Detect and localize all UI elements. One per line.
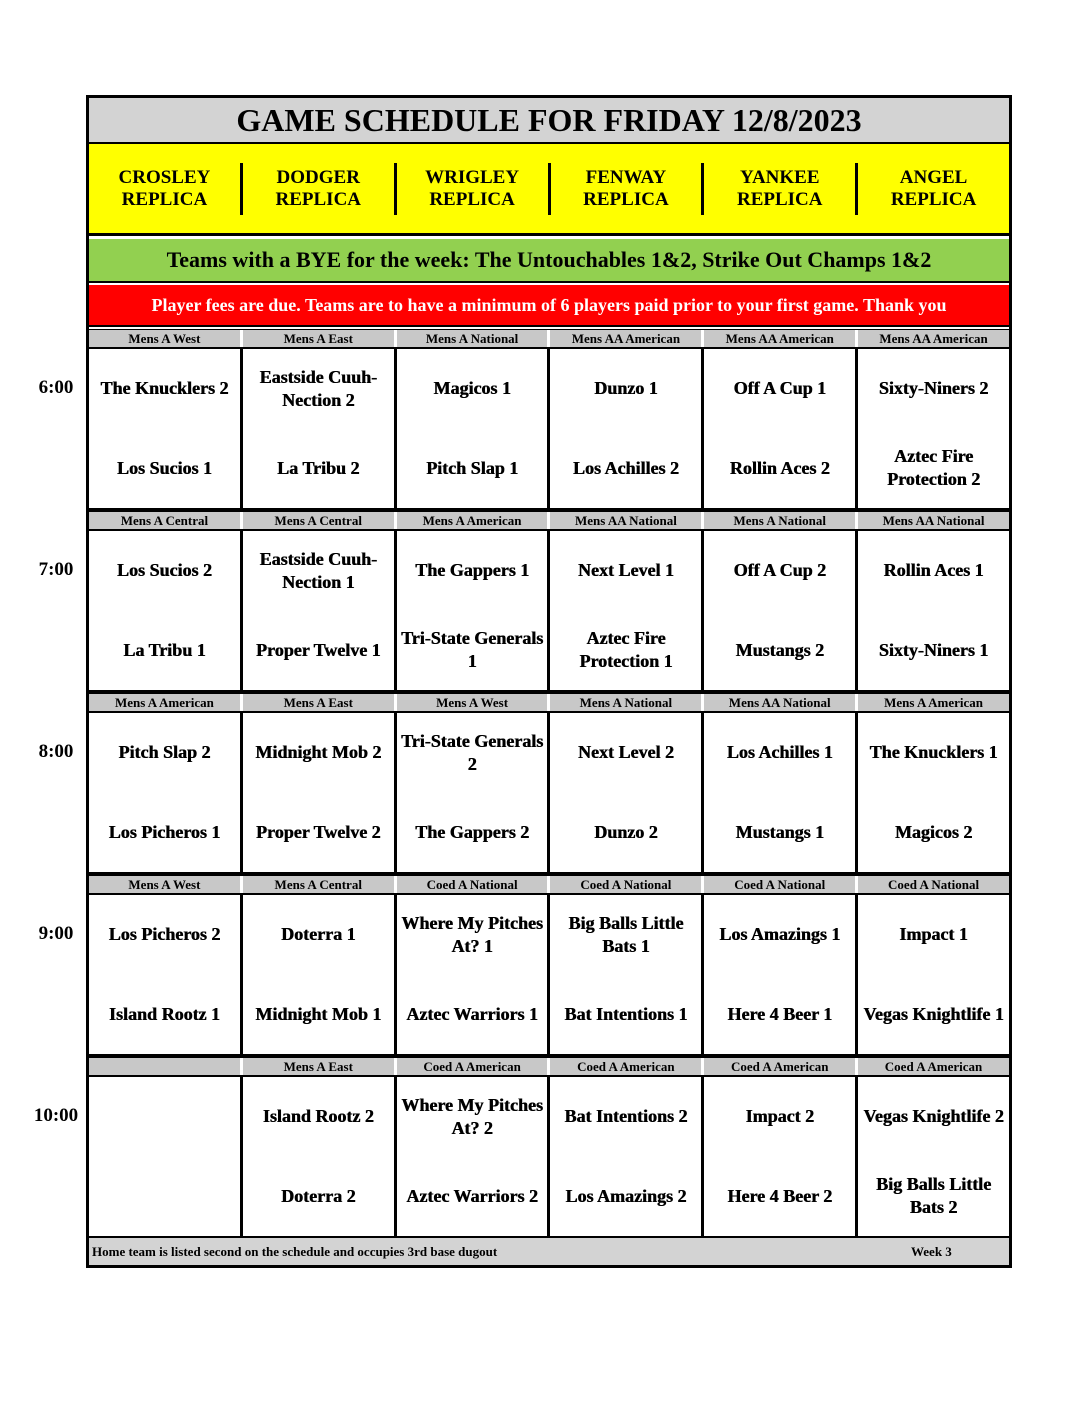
game-cell [550, 1077, 704, 1236]
field-sub: REPLICA [429, 188, 515, 210]
away-team: Big Balls Little Bats 1 [568, 912, 684, 956]
field-name: WRIGLEY [425, 166, 520, 188]
division-label: Mens A National [550, 694, 704, 711]
away-team [89, 1077, 240, 1157]
away-team: Los Picheros 2 [108, 924, 221, 945]
home-team: Aztec Fire Protection 2 [886, 446, 981, 490]
game-cell [243, 349, 397, 508]
home-team: Mustangs 1 [735, 821, 824, 842]
game-cell [243, 531, 397, 690]
time-slot [89, 875, 1009, 1057]
game-cell [89, 349, 243, 508]
field-sub: REPLICA [275, 188, 362, 210]
away-team: The Gappers 1 [415, 560, 530, 581]
home-team: Bat Intentions 1 [564, 1003, 688, 1024]
division-label: Mens A Central [243, 512, 397, 529]
division-label: Mens A American [884, 694, 984, 710]
home-team: Tri-State Generals 1 [401, 628, 544, 672]
away-team: Where My Pitches At? 1 [401, 912, 543, 956]
division-label: Mens AA National [550, 512, 704, 529]
home-team: Doterra 2 [281, 1185, 356, 1206]
game-cell [858, 895, 1009, 1054]
home-team: Here 4 Beer 1 [727, 1003, 833, 1024]
field-name: ANGEL [899, 166, 968, 188]
field-header [89, 163, 243, 215]
division-label: Mens A West [397, 694, 551, 711]
game-cell [550, 713, 704, 872]
division-label: Mens A Central [89, 512, 243, 529]
away-team: Eastside Cuuh-Nection 2 [259, 366, 378, 410]
away-team: Next Level 2 [577, 742, 674, 763]
home-team: Los Achilles 2 [572, 457, 679, 478]
away-team: Los Achilles 1 [726, 742, 833, 763]
game-row [89, 713, 1009, 875]
home-team: Vegas Knightlife 1 [863, 1003, 1004, 1024]
away-team: The Knucklers 1 [869, 742, 998, 763]
game-cell [397, 895, 551, 1054]
division-label: Mens AA American [879, 330, 988, 346]
game-cell [550, 895, 704, 1054]
time-slot [89, 329, 1009, 511]
field-header [243, 163, 397, 215]
home-team: Los Sucios 1 [116, 457, 212, 478]
time-slot [89, 693, 1009, 875]
time-label: 9:00 [38, 923, 74, 944]
home-team: Mustangs 2 [735, 639, 824, 660]
game-cell [858, 713, 1009, 872]
home-team: Los Picheros 1 [108, 821, 221, 842]
division-label: Mens A American [89, 694, 243, 711]
away-team: Midnight Mob 2 [255, 742, 382, 763]
game-cell [550, 531, 704, 690]
division-row [89, 693, 1009, 713]
away-team: Dunzo 1 [594, 378, 658, 399]
field-name: FENWAY [585, 166, 667, 188]
game-cell [704, 713, 858, 872]
game-cell [243, 713, 397, 872]
away-team: Impact 1 [899, 924, 968, 945]
away-team: Doterra 1 [281, 924, 356, 945]
away-team: Sixty-Niners 2 [878, 378, 989, 399]
away-team: Eastside Cuuh-Nection 1 [259, 548, 378, 592]
game-cell [89, 713, 243, 872]
home-team [89, 1157, 240, 1237]
home-team: Aztec Warriors 1 [406, 1003, 538, 1024]
game-cell [89, 1077, 243, 1236]
game-row [89, 531, 1009, 693]
division-label: Mens A West [89, 330, 243, 347]
field-header [858, 163, 1009, 215]
time-label: 10:00 [33, 1105, 79, 1126]
home-team: La Tribu 2 [277, 457, 360, 478]
division-label: Coed A National [550, 876, 704, 893]
field-header [397, 163, 551, 215]
division-label: Mens A National [704, 512, 858, 529]
field-sub: REPLICA [736, 188, 823, 210]
division-label: Coed A American [704, 1058, 858, 1075]
away-team: Magicos 1 [433, 378, 511, 399]
field-sub: REPLICA [121, 188, 208, 210]
game-cell [858, 1077, 1009, 1236]
game-row [89, 349, 1009, 511]
home-team: Aztec Fire Protection 1 [579, 628, 673, 672]
division-label: Mens AA American [704, 330, 858, 347]
time-slot [89, 511, 1009, 693]
schedule-sheet [86, 95, 1012, 1268]
division-row [89, 329, 1009, 349]
division-row [89, 875, 1009, 895]
away-team: Tri-State Generals 2 [401, 730, 544, 774]
away-team: Rollin Aces 1 [883, 560, 984, 581]
field-name: YANKEE [739, 166, 820, 188]
week-label: Week 3 [911, 1244, 952, 1259]
division-label: Mens A Central [243, 876, 397, 893]
game-row [89, 1077, 1009, 1239]
home-team: Dunzo 2 [594, 821, 658, 842]
time-label: 6:00 [38, 377, 74, 398]
away-team: Bat Intentions 2 [564, 1106, 688, 1127]
home-team: Pitch Slap 1 [426, 457, 519, 478]
page-title: GAME SCHEDULE FOR FRIDAY 12/8/2023 [89, 98, 1009, 144]
division-label: Mens A East [243, 330, 397, 347]
away-team: Off A Cup 2 [733, 560, 826, 581]
division-row [89, 1057, 1009, 1077]
game-cell [397, 1077, 551, 1236]
game-cell [397, 531, 551, 690]
game-cell [397, 349, 551, 508]
home-team: Big Balls Little Bats 2 [876, 1174, 992, 1218]
away-team: Where My Pitches At? 2 [401, 1094, 543, 1138]
division-label: Coed A National [704, 876, 858, 893]
footer-note: Home team is listed second on the schedule and occupies 3rd base dugout [92, 1244, 498, 1259]
field-name: CROSLEY [118, 166, 211, 188]
footer [89, 1237, 1009, 1265]
division-label: Mens A West [89, 876, 243, 893]
home-team: Magicos 2 [894, 821, 973, 842]
division-label: Coed A American [397, 1058, 551, 1075]
away-team: Los Sucios 2 [116, 560, 212, 581]
field-sub: REPLICA [583, 188, 669, 210]
division-label: Mens AA National [704, 694, 858, 711]
game-cell [550, 349, 704, 508]
home-team: Here 4 Beer 2 [727, 1185, 833, 1206]
away-team: The Knucklers 2 [100, 378, 229, 399]
game-cell [704, 895, 858, 1054]
division-label: Coed A National [397, 876, 551, 893]
game-cell [858, 531, 1009, 690]
time-label: 7:00 [38, 559, 74, 580]
field-name: DODGER [276, 166, 360, 188]
game-cell [243, 1077, 397, 1236]
away-team: Impact 2 [745, 1106, 814, 1127]
division-label: Coed A American [884, 1058, 983, 1074]
home-team: Rollin Aces 2 [729, 457, 830, 478]
game-cell [397, 713, 551, 872]
home-team: The Gappers 2 [415, 821, 530, 842]
division-row [89, 511, 1009, 531]
fees-notice: Player fees are due. Teams are to have a minimum of 6 players paid prior to your first game. Thank you [89, 285, 1009, 327]
away-team: Los Amazings 1 [719, 924, 841, 945]
game-row [89, 895, 1009, 1057]
field-header [551, 163, 705, 215]
game-cell [89, 895, 243, 1054]
division-label: Mens AA American [550, 330, 704, 347]
division-label: Coed A National [888, 876, 980, 892]
away-team: Pitch Slap 2 [118, 742, 211, 763]
home-team: Midnight Mob 1 [255, 1003, 382, 1024]
division-label: Mens AA National [882, 512, 985, 528]
home-team: Los Amazings 2 [565, 1185, 687, 1206]
game-cell [243, 895, 397, 1054]
bye-notice: Teams with a BYE for the week: The Untouchables 1&2, Strike Out Champs 1&2 [89, 239, 1009, 283]
home-team: Island Rootz 1 [108, 1003, 220, 1024]
game-cell [858, 349, 1009, 508]
field-header [704, 163, 858, 215]
home-team: Aztec Warriors 2 [406, 1185, 538, 1206]
field-header-row [89, 144, 1009, 236]
division-label: Mens A East [243, 1058, 397, 1075]
division-label: Coed A American [550, 1058, 704, 1075]
game-cell [704, 531, 858, 690]
time-slot [89, 1057, 1009, 1239]
division-label: Mens A National [397, 330, 551, 347]
away-team: Vegas Knightlife 2 [863, 1106, 1004, 1127]
home-team: Proper Twelve 2 [255, 821, 381, 842]
away-team: Island Rootz 2 [262, 1106, 374, 1127]
division-label: Mens A American [397, 512, 551, 529]
away-team: Next Level 1 [577, 560, 674, 581]
division-label: Mens A East [243, 694, 397, 711]
home-team: Proper Twelve 1 [255, 639, 381, 660]
game-cell [89, 531, 243, 690]
field-sub: REPLICA [890, 188, 977, 210]
time-label: 8:00 [38, 741, 74, 762]
game-cell [704, 1077, 858, 1236]
away-team: Off A Cup 1 [733, 378, 826, 399]
division-label [89, 1058, 243, 1075]
home-team: Sixty-Niners 1 [878, 639, 989, 660]
home-team: La Tribu 1 [123, 639, 206, 660]
game-cell [704, 349, 858, 508]
